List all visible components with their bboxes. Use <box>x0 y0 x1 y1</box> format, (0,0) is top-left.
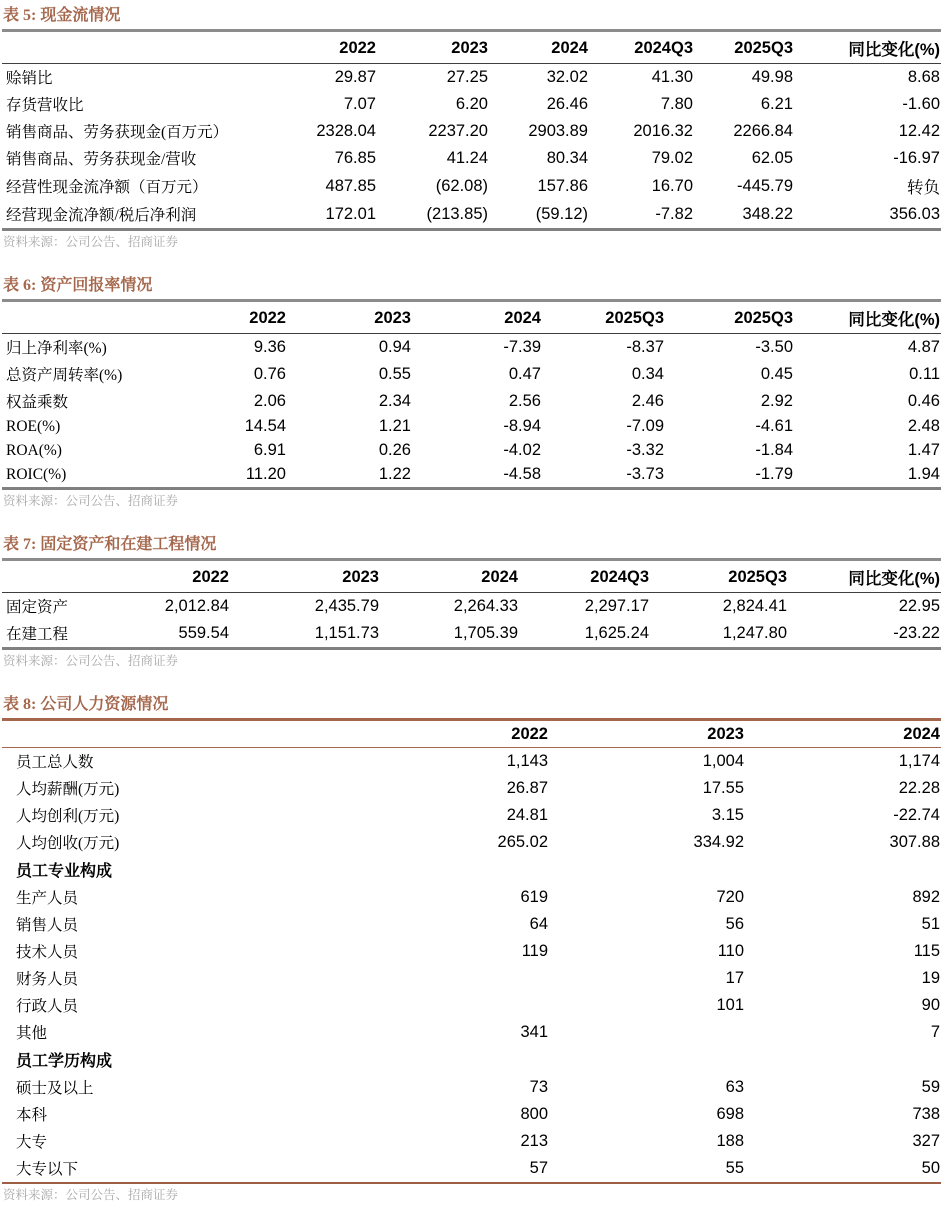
cell-value: 3.15 <box>711 805 744 824</box>
source-note: 资料来源：公司公告、招商证券 <box>3 654 179 668</box>
cell-value: 转负 <box>907 179 940 197</box>
cell-value: 0.46 <box>907 391 940 410</box>
cell-value: -3.50 <box>755 337 793 356</box>
column-header: 2023 <box>374 308 411 327</box>
cell-value: 2,435.79 <box>314 596 379 615</box>
cell-value: 6.21 <box>760 94 793 113</box>
cell-value: 22.95 <box>898 596 940 615</box>
cell-value: 2.46 <box>631 391 664 410</box>
cell-value: 79.02 <box>651 148 693 167</box>
cell-value: 12.42 <box>898 121 940 140</box>
header-label-cell <box>2 32 302 64</box>
table-row <box>2 388 941 415</box>
table-row <box>2 829 941 856</box>
cell-value: -4.61 <box>755 417 793 435</box>
cell-value: 0.47 <box>508 364 541 383</box>
cell-value: 51 <box>921 914 940 933</box>
row-label: 经营现金流净额/税后净利润 <box>6 207 197 224</box>
row-label: 本科 <box>16 1107 48 1124</box>
cell-value: 6.20 <box>455 94 488 113</box>
cell-value: 0.11 <box>909 364 940 383</box>
section-row <box>2 856 941 884</box>
table-body-cash-flow <box>2 32 941 231</box>
column-header: 2023 <box>707 725 744 743</box>
table-row <box>2 775 941 802</box>
table-title-asset-returns: 表 6: 资产回报率情况 <box>2 275 941 302</box>
cell-value: 327 <box>912 1131 940 1150</box>
row-label: 销售商品、劳务获现金(百万元） <box>6 124 229 141</box>
table-row <box>2 748 941 776</box>
tables-container <box>2 5 941 1203</box>
table-row <box>2 463 941 487</box>
cell-value: 1,174 <box>898 751 940 770</box>
data-table-human-resources <box>2 721 941 1182</box>
cell-value: 16.70 <box>651 176 693 195</box>
cell-value: -1.79 <box>755 465 793 483</box>
cell-value: 11.20 <box>245 465 286 483</box>
cell-value: 2,264.33 <box>453 596 518 615</box>
cell-value <box>549 856 745 884</box>
cell-value: 1,705.39 <box>453 623 518 642</box>
row-label: 归上净利率(%) <box>6 340 107 357</box>
cell-value: 559.54 <box>178 623 229 642</box>
cell-value: 0.45 <box>760 364 793 383</box>
cell-value: 50 <box>921 1158 940 1177</box>
cell-value: 26.46 <box>546 94 588 113</box>
table-row <box>2 334 941 362</box>
cell-value: 0.34 <box>631 364 664 383</box>
cell-value: 265.02 <box>497 832 548 851</box>
section-row <box>2 1046 941 1074</box>
table-row <box>2 938 941 965</box>
table-row <box>2 64 941 92</box>
cell-value: 9.36 <box>253 337 286 356</box>
row-label: 在建工程 <box>6 626 69 643</box>
cell-value: 2,297.17 <box>584 596 649 615</box>
row-label: 其他 <box>16 1025 48 1042</box>
cell-value: 2.92 <box>760 391 793 410</box>
table-row <box>2 1155 941 1182</box>
row-label: 人均创收(万元) <box>16 835 120 852</box>
cell-value: -7.09 <box>626 417 664 435</box>
cell-value: 356.03 <box>889 204 940 223</box>
cell-value: 1,151.73 <box>314 623 379 642</box>
table-row <box>2 965 941 992</box>
cell-value: 80.34 <box>546 148 588 167</box>
cell-value: 7 <box>930 1022 940 1041</box>
table-row <box>2 201 941 228</box>
header-label-cell <box>2 561 117 593</box>
cell-value: 26.87 <box>506 778 548 797</box>
cell-value: 0.76 <box>253 364 286 383</box>
cell-value: 2903.89 <box>528 121 588 140</box>
cell-value <box>382 965 549 992</box>
cell-value: -4.58 <box>503 465 541 483</box>
table-row <box>2 593 941 621</box>
cell-value: 0.55 <box>378 364 411 383</box>
column-header: 2022 <box>511 725 548 743</box>
row-label: ROIC(%) <box>6 465 67 483</box>
cell-value: -7.39 <box>503 337 541 356</box>
table-row <box>2 802 941 829</box>
column-header: 同比变化(%) <box>848 311 940 329</box>
column-header: 2024 <box>903 725 940 743</box>
table-title-cash-flow: 表 5: 现金流情况 <box>2 5 941 32</box>
column-header: 2025Q3 <box>734 308 793 327</box>
cell-value: 172.01 <box>325 204 376 223</box>
cell-value: 101 <box>716 995 744 1014</box>
table-row <box>2 1074 941 1101</box>
cell-value: 62.05 <box>751 148 793 167</box>
column-header: 2024 <box>481 567 518 586</box>
cell-value: 1,143 <box>506 751 548 770</box>
cell-value: 892 <box>912 887 940 906</box>
table-row <box>2 1128 941 1155</box>
table-row <box>2 1019 941 1046</box>
table-row <box>2 145 941 172</box>
cell-value: 307.88 <box>889 832 940 851</box>
cell-value: -7.82 <box>655 204 693 223</box>
cell-value: 41.24 <box>446 148 488 167</box>
source-note: 资料来源：公司公告、招商证券 <box>3 494 179 508</box>
cell-value: -16.97 <box>893 148 940 167</box>
column-header: 同比变化(%) <box>848 570 940 588</box>
table-row <box>2 118 941 145</box>
cell-value: 63 <box>725 1077 744 1096</box>
row-label: ROA(%) <box>6 441 62 459</box>
header-label-cell <box>2 302 182 334</box>
header-row <box>2 302 941 334</box>
header-row <box>2 561 941 593</box>
cell-value: 19 <box>921 968 940 987</box>
row-label: 总资产周转率(%) <box>6 367 123 384</box>
column-header: 2023 <box>342 567 379 586</box>
column-header: 2025Q3 <box>605 308 664 327</box>
data-table-asset-returns <box>2 302 941 487</box>
cell-value: 32.02 <box>546 67 588 86</box>
row-label: 员工专业构成 <box>16 863 113 880</box>
cell-value: -23.22 <box>893 623 940 642</box>
cell-value: 29.87 <box>334 67 376 86</box>
cell-value: 619 <box>520 887 548 906</box>
table-section-fixed-assets <box>2 534 941 669</box>
cell-value: 738 <box>912 1104 940 1123</box>
cell-value: 487.85 <box>325 176 376 195</box>
table-title-human-resources: 表 8: 公司人力资源情况 <box>2 694 941 721</box>
table-row <box>2 884 941 911</box>
cell-value: (59.12) <box>535 204 588 223</box>
row-label: 人均创利(万元) <box>16 808 120 825</box>
row-label: 销售商品、劳务获现金/营收 <box>6 151 197 168</box>
cell-value: -1.84 <box>755 441 793 459</box>
column-header: 2024Q3 <box>634 38 693 57</box>
cell-value <box>382 856 549 884</box>
row-label: 员工总人数 <box>16 754 94 771</box>
cell-value: -22.74 <box>893 805 940 824</box>
column-header: 同比变化(%) <box>848 41 940 59</box>
cell-value: 0.94 <box>378 337 411 356</box>
column-header: 2024 <box>551 38 588 57</box>
row-label: 人均薪酬(万元) <box>16 781 120 798</box>
cell-value: 115 <box>913 941 940 960</box>
row-label: 存货营收比 <box>6 97 84 114</box>
table-body-asset-returns <box>2 302 941 490</box>
row-label: 员工学历构成 <box>16 1053 113 1070</box>
row-label: 硕士及以上 <box>16 1080 94 1097</box>
source-note: 资料来源：公司公告、招商证券 <box>3 1188 179 1202</box>
cell-value: -8.37 <box>626 337 664 356</box>
cell-value: 334.92 <box>693 832 744 851</box>
cell-value <box>382 1046 549 1074</box>
cell-value: 0.26 <box>378 441 411 459</box>
cell-value: 2.06 <box>253 391 286 410</box>
table-body-human-resources <box>2 721 941 1184</box>
cell-value: -3.73 <box>626 465 664 483</box>
row-label: 行政人员 <box>16 998 79 1015</box>
table-row <box>2 1101 941 1128</box>
cell-value: (213.85) <box>426 204 488 223</box>
cell-value: 110 <box>717 941 744 960</box>
table-section-cash-flow <box>2 5 941 250</box>
row-label: 大专以下 <box>16 1161 79 1178</box>
table-section-human-resources <box>2 694 941 1203</box>
table-body-fixed-assets <box>2 561 941 650</box>
cell-value: 4.87 <box>907 337 940 356</box>
header-row <box>2 721 941 748</box>
cell-value: 22.28 <box>898 778 940 797</box>
header-label-cell <box>2 721 382 748</box>
cell-value: 17 <box>725 968 744 987</box>
cell-value: 56 <box>725 914 744 933</box>
row-label: 赊销比 <box>6 70 53 87</box>
cell-value: 24.81 <box>506 805 548 824</box>
column-header: 2024Q3 <box>590 567 649 586</box>
cell-value: 698 <box>716 1104 744 1123</box>
cell-value: 720 <box>716 887 744 906</box>
cell-value: 1.21 <box>378 417 411 435</box>
cell-value: 57 <box>529 1158 548 1177</box>
cell-value: 2,824.41 <box>722 596 787 615</box>
cell-value: 7.80 <box>660 94 693 113</box>
cell-value <box>549 1046 745 1074</box>
table-row <box>2 439 941 463</box>
column-header: 2025Q3 <box>728 567 787 586</box>
cell-value: -1.60 <box>902 94 940 113</box>
cell-value: 1.94 <box>907 465 940 483</box>
column-header: 2023 <box>451 38 488 57</box>
table-row <box>2 620 941 647</box>
table-row <box>2 172 941 201</box>
column-header: 2025Q3 <box>734 38 793 57</box>
cell-value: 90 <box>921 995 940 1014</box>
row-label: 大专 <box>16 1134 48 1151</box>
cell-value: 64 <box>529 914 548 933</box>
cell-value: 73 <box>529 1077 548 1096</box>
data-table-fixed-assets <box>2 561 941 647</box>
cell-value: 2328.04 <box>316 121 376 140</box>
row-label: 固定资产 <box>6 599 69 616</box>
column-header: 2022 <box>192 567 229 586</box>
cell-value: 157.86 <box>537 176 588 195</box>
table-title-fixed-assets: 表 7: 固定资产和在建工程情况 <box>2 534 941 561</box>
cell-value: 1.22 <box>378 465 411 483</box>
cell-value: 800 <box>520 1104 548 1123</box>
table-row <box>2 415 941 439</box>
cell-value: -3.32 <box>626 441 664 459</box>
table-row <box>2 361 941 388</box>
cell-value: 7.07 <box>343 94 376 113</box>
cell-value: 41.30 <box>651 67 693 86</box>
row-label: 财务人员 <box>16 971 79 988</box>
cell-value: 76.85 <box>334 148 376 167</box>
column-header: 2024 <box>504 308 541 327</box>
cell-value: 8.68 <box>907 67 940 86</box>
cell-value <box>745 1046 941 1074</box>
header-row <box>2 32 941 64</box>
row-label: 权益乘数 <box>6 394 69 411</box>
cell-value: 6.91 <box>253 441 286 459</box>
table-section-asset-returns <box>2 275 941 509</box>
cell-value: 14.54 <box>244 417 286 435</box>
cell-value <box>549 1019 745 1046</box>
cell-value: 1,004 <box>702 751 744 770</box>
cell-value: 49.98 <box>751 67 793 86</box>
cell-value: 213 <box>520 1131 548 1150</box>
table-row <box>2 91 941 118</box>
cell-value: -4.02 <box>503 441 541 459</box>
source-note: 资料来源：公司公告、招商证券 <box>3 235 179 249</box>
cell-value: 2237.20 <box>428 121 488 140</box>
cell-value: 27.25 <box>446 67 488 86</box>
row-label: 销售人员 <box>16 917 79 934</box>
cell-value: -445.79 <box>737 176 793 195</box>
cell-value: 2.56 <box>508 391 541 410</box>
column-header: 2022 <box>339 38 376 57</box>
row-label: 技术人员 <box>16 944 79 961</box>
cell-value: 341 <box>520 1022 548 1041</box>
row-label: 经营性现金流净额（百万元） <box>6 179 208 196</box>
cell-value <box>382 992 549 1019</box>
cell-value: 17.55 <box>702 778 744 797</box>
cell-value: 2,012.84 <box>164 596 229 615</box>
cell-value <box>745 856 941 884</box>
cell-value: 59 <box>921 1077 940 1096</box>
table-row <box>2 992 941 1019</box>
cell-value: 1.47 <box>907 441 940 459</box>
row-label: 生产人员 <box>16 890 79 907</box>
cell-value: -8.94 <box>503 417 541 435</box>
cell-value: 1,625.24 <box>584 623 649 642</box>
cell-value: 119 <box>521 941 548 960</box>
cell-value: 1,247.80 <box>722 623 787 642</box>
cell-value: 55 <box>725 1158 744 1177</box>
cell-value: 188 <box>716 1131 744 1150</box>
cell-value: 2.34 <box>378 391 411 410</box>
cell-value: 2016.32 <box>633 121 693 140</box>
cell-value: 2.48 <box>907 417 940 435</box>
cell-value: (62.08) <box>435 176 488 195</box>
data-table-cash-flow <box>2 32 941 228</box>
row-label: ROE(%) <box>6 417 61 435</box>
cell-value: 2266.84 <box>733 121 793 140</box>
column-header: 2022 <box>249 308 286 327</box>
table-row <box>2 911 941 938</box>
cell-value: 348.22 <box>742 204 793 223</box>
